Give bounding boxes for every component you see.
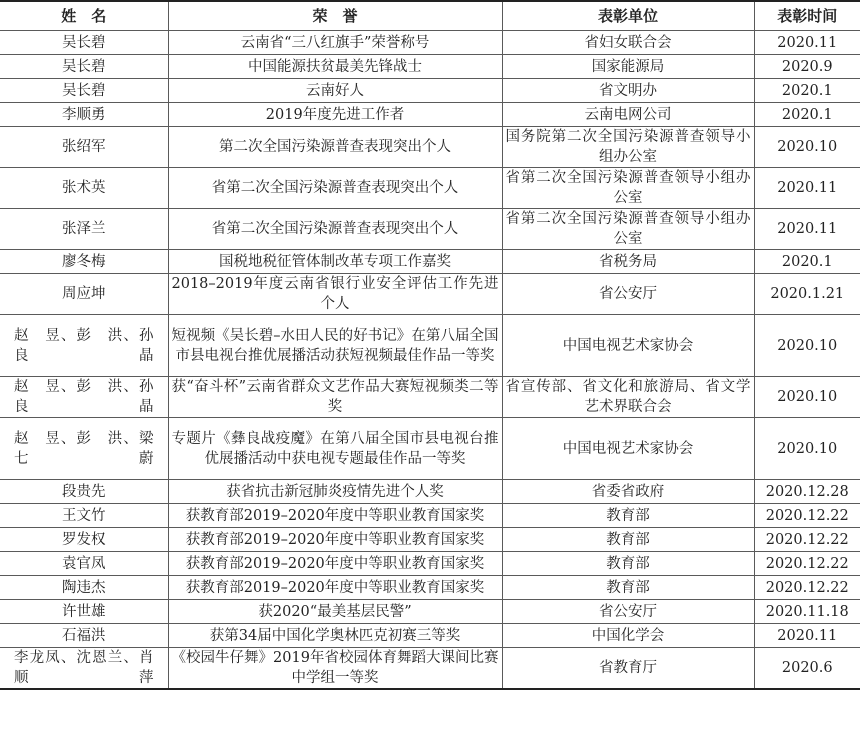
date-cell: 2020.1 [754,250,860,274]
table-row [0,79,860,103]
table-row [0,168,860,209]
unit-cell: 教育部 [502,504,754,528]
honor-cell: 获省抗击新冠肺炎疫情先进个人奖 [168,480,502,504]
honor-cell: 省第二次全国污染源普查表现突出个人 [168,209,502,250]
table-row [0,600,860,624]
table-row [0,209,860,250]
honor-cell: 获教育部2019–2020年度中等职业教育国家奖 [168,528,502,552]
name-cell: 周应坤 [0,274,168,315]
table-row [0,418,860,480]
name-cell: 吴长碧 [0,31,168,55]
table-row [0,504,860,528]
name-cell: 李顺勇 [0,103,168,127]
honor-cell: 专题片《彝良战疫魔》在第八届全国市县电视台推优展播活动中获电视专题最佳作品一等奖 [168,418,502,480]
honor-cell: 云南省“三八红旗手”荣誉称号 [168,31,502,55]
header-date: 表彰时间 [754,1,860,31]
name-cell: 张泽兰 [0,209,168,250]
unit-cell: 省公安厅 [502,274,754,315]
date-cell: 2020.10 [754,377,860,418]
table-row [0,31,860,55]
name-cell: 廖冬梅 [0,250,168,274]
honor-cell: 获教育部2019–2020年度中等职业教育国家奖 [168,552,502,576]
date-cell: 2020.12.22 [754,552,860,576]
unit-cell: 国务院第二次全国污染源普查领导小组办公室 [502,127,754,168]
date-cell: 2020.9 [754,55,860,79]
date-cell: 2020.1 [754,79,860,103]
header-row [0,1,860,31]
name-cell: 石福洪 [0,624,168,648]
date-cell: 2020.11 [754,624,860,648]
header-unit: 表彰单位 [502,1,754,31]
table-row [0,576,860,600]
table-row [0,480,860,504]
date-cell: 2020.11 [754,209,860,250]
date-cell: 2020.11.18 [754,600,860,624]
unit-cell: 省委省政府 [502,480,754,504]
table-row [0,315,860,377]
honor-cell: 获2020“最美基层民警” [168,600,502,624]
honor-cell: 云南好人 [168,79,502,103]
name-cell: 罗发权 [0,528,168,552]
date-cell: 2020.11 [754,31,860,55]
name-cell: 段贵先 [0,480,168,504]
table-row [0,648,860,690]
header-name: 姓 名 [0,1,168,31]
honor-cell: 获“奋斗杯”云南省群众文艺作品大赛短视频类二等奖 [168,377,502,418]
honor-cell: 中国能源扶贫最美先锋战士 [168,55,502,79]
unit-cell: 省第二次全国污染源普查领导小组办公室 [502,168,754,209]
table-row [0,624,860,648]
table-row [0,528,860,552]
unit-cell: 省宣传部、省文化和旅游局、省文学艺术界联合会 [502,377,754,418]
honor-cell: 获教育部2019–2020年度中等职业教育国家奖 [168,504,502,528]
name-cell: 吴长碧 [0,79,168,103]
unit-cell: 省税务局 [502,250,754,274]
honor-cell: 2019年度先进工作者 [168,103,502,127]
table-row [0,552,860,576]
date-cell: 2020.10 [754,418,860,480]
date-cell: 2020.12.28 [754,480,860,504]
unit-cell: 省第二次全国污染源普查领导小组办公室 [502,209,754,250]
date-cell: 2020.12.22 [754,528,860,552]
date-cell: 2020.6 [754,648,860,690]
unit-cell: 教育部 [502,576,754,600]
name-cell: 张术英 [0,168,168,209]
table-row [0,274,860,315]
honor-cell: 2018–2019年度云南省银行业安全评估工作先进个人 [168,274,502,315]
name-cell: 赵 昱、彭 洪、梁七蔚 [0,418,168,480]
unit-cell: 中国电视艺术家协会 [502,418,754,480]
header-honor: 荣 誉 [168,1,502,31]
unit-cell: 省妇女联合会 [502,31,754,55]
name-cell: 许世雄 [0,600,168,624]
honor-cell: 短视频《吴长碧–水田人民的好书记》在第八届全国市县电视台推优展播活动获短视频最佳作品一等奖 [168,315,502,377]
unit-cell: 国家能源局 [502,55,754,79]
date-cell: 2020.10 [754,127,860,168]
unit-cell: 中国电视艺术家协会 [502,315,754,377]
unit-cell: 教育部 [502,528,754,552]
table-row [0,377,860,418]
table-row [0,103,860,127]
name-cell: 袁官凤 [0,552,168,576]
date-cell: 2020.1.21 [754,274,860,315]
name-cell: 王文竹 [0,504,168,528]
unit-cell: 教育部 [502,552,754,576]
unit-cell: 中国化学会 [502,624,754,648]
honor-cell: 《校园牛仔舞》2019年省校园体育舞蹈大课间比赛中学组一等奖 [168,648,502,690]
name-cell: 李龙凤、沈恩兰、肖顺萍 [0,648,168,690]
date-cell: 2020.10 [754,315,860,377]
unit-cell: 省教育厅 [502,648,754,690]
date-cell: 2020.12.22 [754,504,860,528]
table-row [0,55,860,79]
name-cell: 赵 昱、彭 洪、孙良晶 [0,377,168,418]
name-cell: 吴长碧 [0,55,168,79]
honor-cell: 省第二次全国污染源普查表现突出个人 [168,168,502,209]
table-row [0,127,860,168]
honor-cell: 获教育部2019–2020年度中等职业教育国家奖 [168,576,502,600]
date-cell: 2020.1 [754,103,860,127]
table-row [0,250,860,274]
name-cell: 赵 昱、彭 洪、孙良晶 [0,315,168,377]
unit-cell: 省文明办 [502,79,754,103]
honor-cell: 获第34届中国化学奥林匹克初赛三等奖 [168,624,502,648]
unit-cell: 省公安厅 [502,600,754,624]
date-cell: 2020.12.22 [754,576,860,600]
unit-cell: 云南电网公司 [502,103,754,127]
name-cell: 陶违杰 [0,576,168,600]
date-cell: 2020.11 [754,168,860,209]
honor-cell: 第二次全国污染源普查表现突出个人 [168,127,502,168]
honor-cell: 国税地税征管体制改革专项工作嘉奖 [168,250,502,274]
name-cell: 张绍军 [0,127,168,168]
